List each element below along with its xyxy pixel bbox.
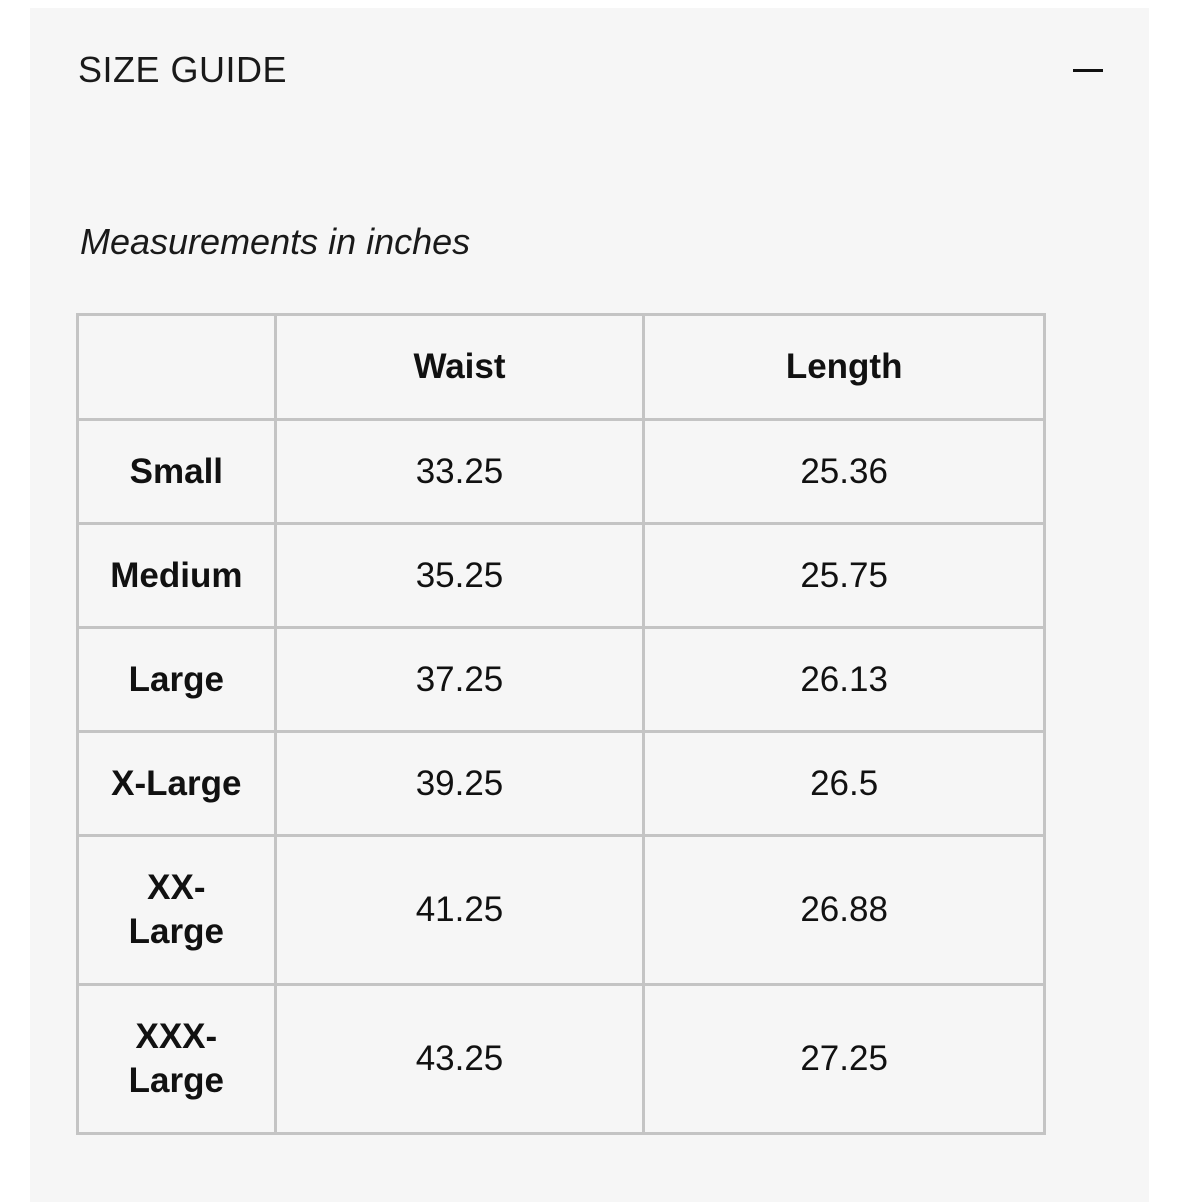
waist-value: 37.25	[275, 628, 644, 732]
size-guide-panel	[30, 8, 1149, 1202]
size-label: Large	[78, 628, 276, 732]
measurement-unit-note: Measurements in inches	[80, 221, 471, 262]
waist-value: 43.25	[275, 985, 644, 1134]
waist-value: 39.25	[275, 732, 644, 836]
length-value: 25.75	[644, 524, 1045, 628]
table-row	[78, 524, 1045, 628]
table-header-row	[78, 315, 1045, 420]
collapse-button[interactable]	[1061, 48, 1105, 92]
length-value: 27.25	[644, 985, 1045, 1134]
waist-value: 41.25	[275, 836, 644, 985]
waist-value: 33.25	[275, 420, 644, 524]
column-header-size	[78, 315, 276, 420]
size-label: Medium	[78, 524, 276, 628]
length-value: 26.88	[644, 836, 1045, 985]
table-row	[78, 836, 1045, 985]
waist-value: 35.25	[275, 524, 644, 628]
minus-icon	[1073, 69, 1103, 72]
column-header-length: Length	[644, 315, 1045, 420]
size-label: XXX- Large	[78, 985, 276, 1134]
size-label: Small	[78, 420, 276, 524]
accordion-header[interactable]	[78, 48, 1105, 92]
table-row	[78, 732, 1045, 836]
table-row	[78, 420, 1045, 524]
size-label: XX- Large	[78, 836, 276, 985]
length-value: 25.36	[644, 420, 1045, 524]
size-guide-title: SIZE GUIDE	[78, 49, 288, 90]
length-value: 26.5	[644, 732, 1045, 836]
table-row	[78, 985, 1045, 1134]
size-table	[76, 313, 1046, 1135]
length-value: 26.13	[644, 628, 1045, 732]
table-row	[78, 628, 1045, 732]
column-header-waist: Waist	[275, 315, 644, 420]
size-label: X-Large	[78, 732, 276, 836]
